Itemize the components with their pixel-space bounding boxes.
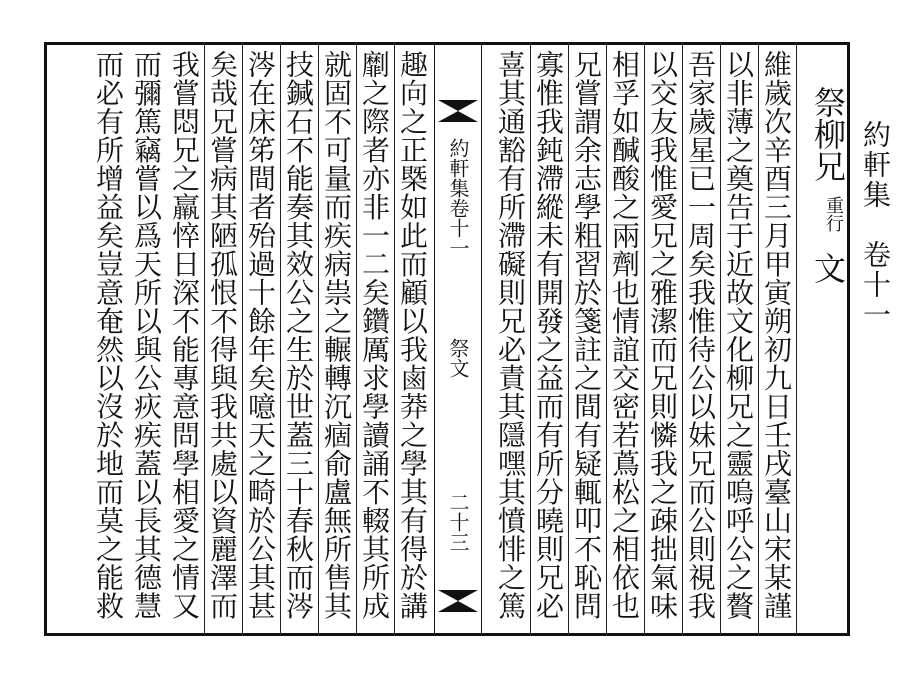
center-fold [434, 42, 482, 636]
fold-section: 祭文 [446, 338, 470, 378]
column-rule [568, 42, 569, 636]
fold-page-number: 二十三 [446, 492, 470, 552]
column-rule [204, 42, 205, 636]
column-rule [796, 42, 797, 636]
text-column: 而必有所增益矣豈意奄然以沒於地而莫之能救 [92, 50, 125, 620]
text-column: 我嘗悶兄之羸悴日深不能專意問學相愛之情又 [168, 50, 201, 620]
text-column: 相孚如醎酸之兩劑也情誼交密若蔦松之相依也 [608, 50, 641, 620]
column-rule [280, 42, 281, 636]
text-column: 喜其通豁有所滯礙則兄必責其隱嘿其憤悱之篤 [494, 50, 527, 620]
text-column: 趣向之正槩如此而顧以我鹵莽之學其有得於講 [396, 50, 429, 620]
column-rule [242, 42, 243, 636]
essay-title-suffix: 文 [809, 252, 847, 284]
text-column: 涔在床笫間者殆過十餘年矣噫天之畸於公其甚 [244, 50, 277, 620]
column-rule [606, 42, 607, 636]
text-column: 吾家歲星已一周矣我惟待公以妹兄而公則視我 [684, 50, 717, 620]
text-column: 兄嘗謂余志學粗習於箋註之間有疑輒叩不恥問 [570, 50, 603, 620]
text-column: 而彌篤竊嘗以爲天所以與公疢疾蓋以長其德慧 [130, 50, 163, 620]
fold-book-title: 約軒集卷十一 [446, 138, 470, 258]
fish-tail-mark-top [438, 100, 478, 122]
text-column: 劘之際者亦非一二矣鑽厲求學讀誦不輟其所成 [358, 50, 391, 620]
column-rule [758, 42, 759, 636]
column-rule [394, 42, 395, 636]
column-rule [644, 42, 645, 636]
text-column: 矣哉兄嘗病其陋孤恨不得與我共處以資麗澤而 [206, 50, 239, 620]
column-rule [682, 42, 683, 636]
column-rule [356, 42, 357, 636]
essay-title-note: 重行 [823, 196, 844, 232]
column-rule [318, 42, 319, 636]
text-column: 就固不可量而疾病祟之輾轉沉痼俞盧無所售其 [320, 50, 353, 620]
running-head: 約軒集 卷十一 [859, 120, 892, 330]
column-rule [720, 42, 721, 636]
text-column: 技鍼石不能奏其效公之生於世蓋三十春秋而涔 [282, 50, 315, 620]
column-rule [530, 42, 531, 636]
text-column: 以非薄之奠告于近故文化柳兄之靈嗚呼公之贅 [722, 50, 755, 620]
text-column: 維歲次辛酉三月甲寅朔初九日壬戌臺山宋某謹 [760, 50, 793, 620]
essay-title-main: 祭柳兄 [809, 86, 847, 182]
text-column: 以交友我惟愛兄之雅潔而兄則憐我之疎拙氣味 [646, 50, 679, 620]
fish-tail-mark-bottom [438, 590, 478, 612]
text-column: 寡惟我鈍滯縱未有開發之益而有所分曉則兄必 [532, 50, 565, 620]
